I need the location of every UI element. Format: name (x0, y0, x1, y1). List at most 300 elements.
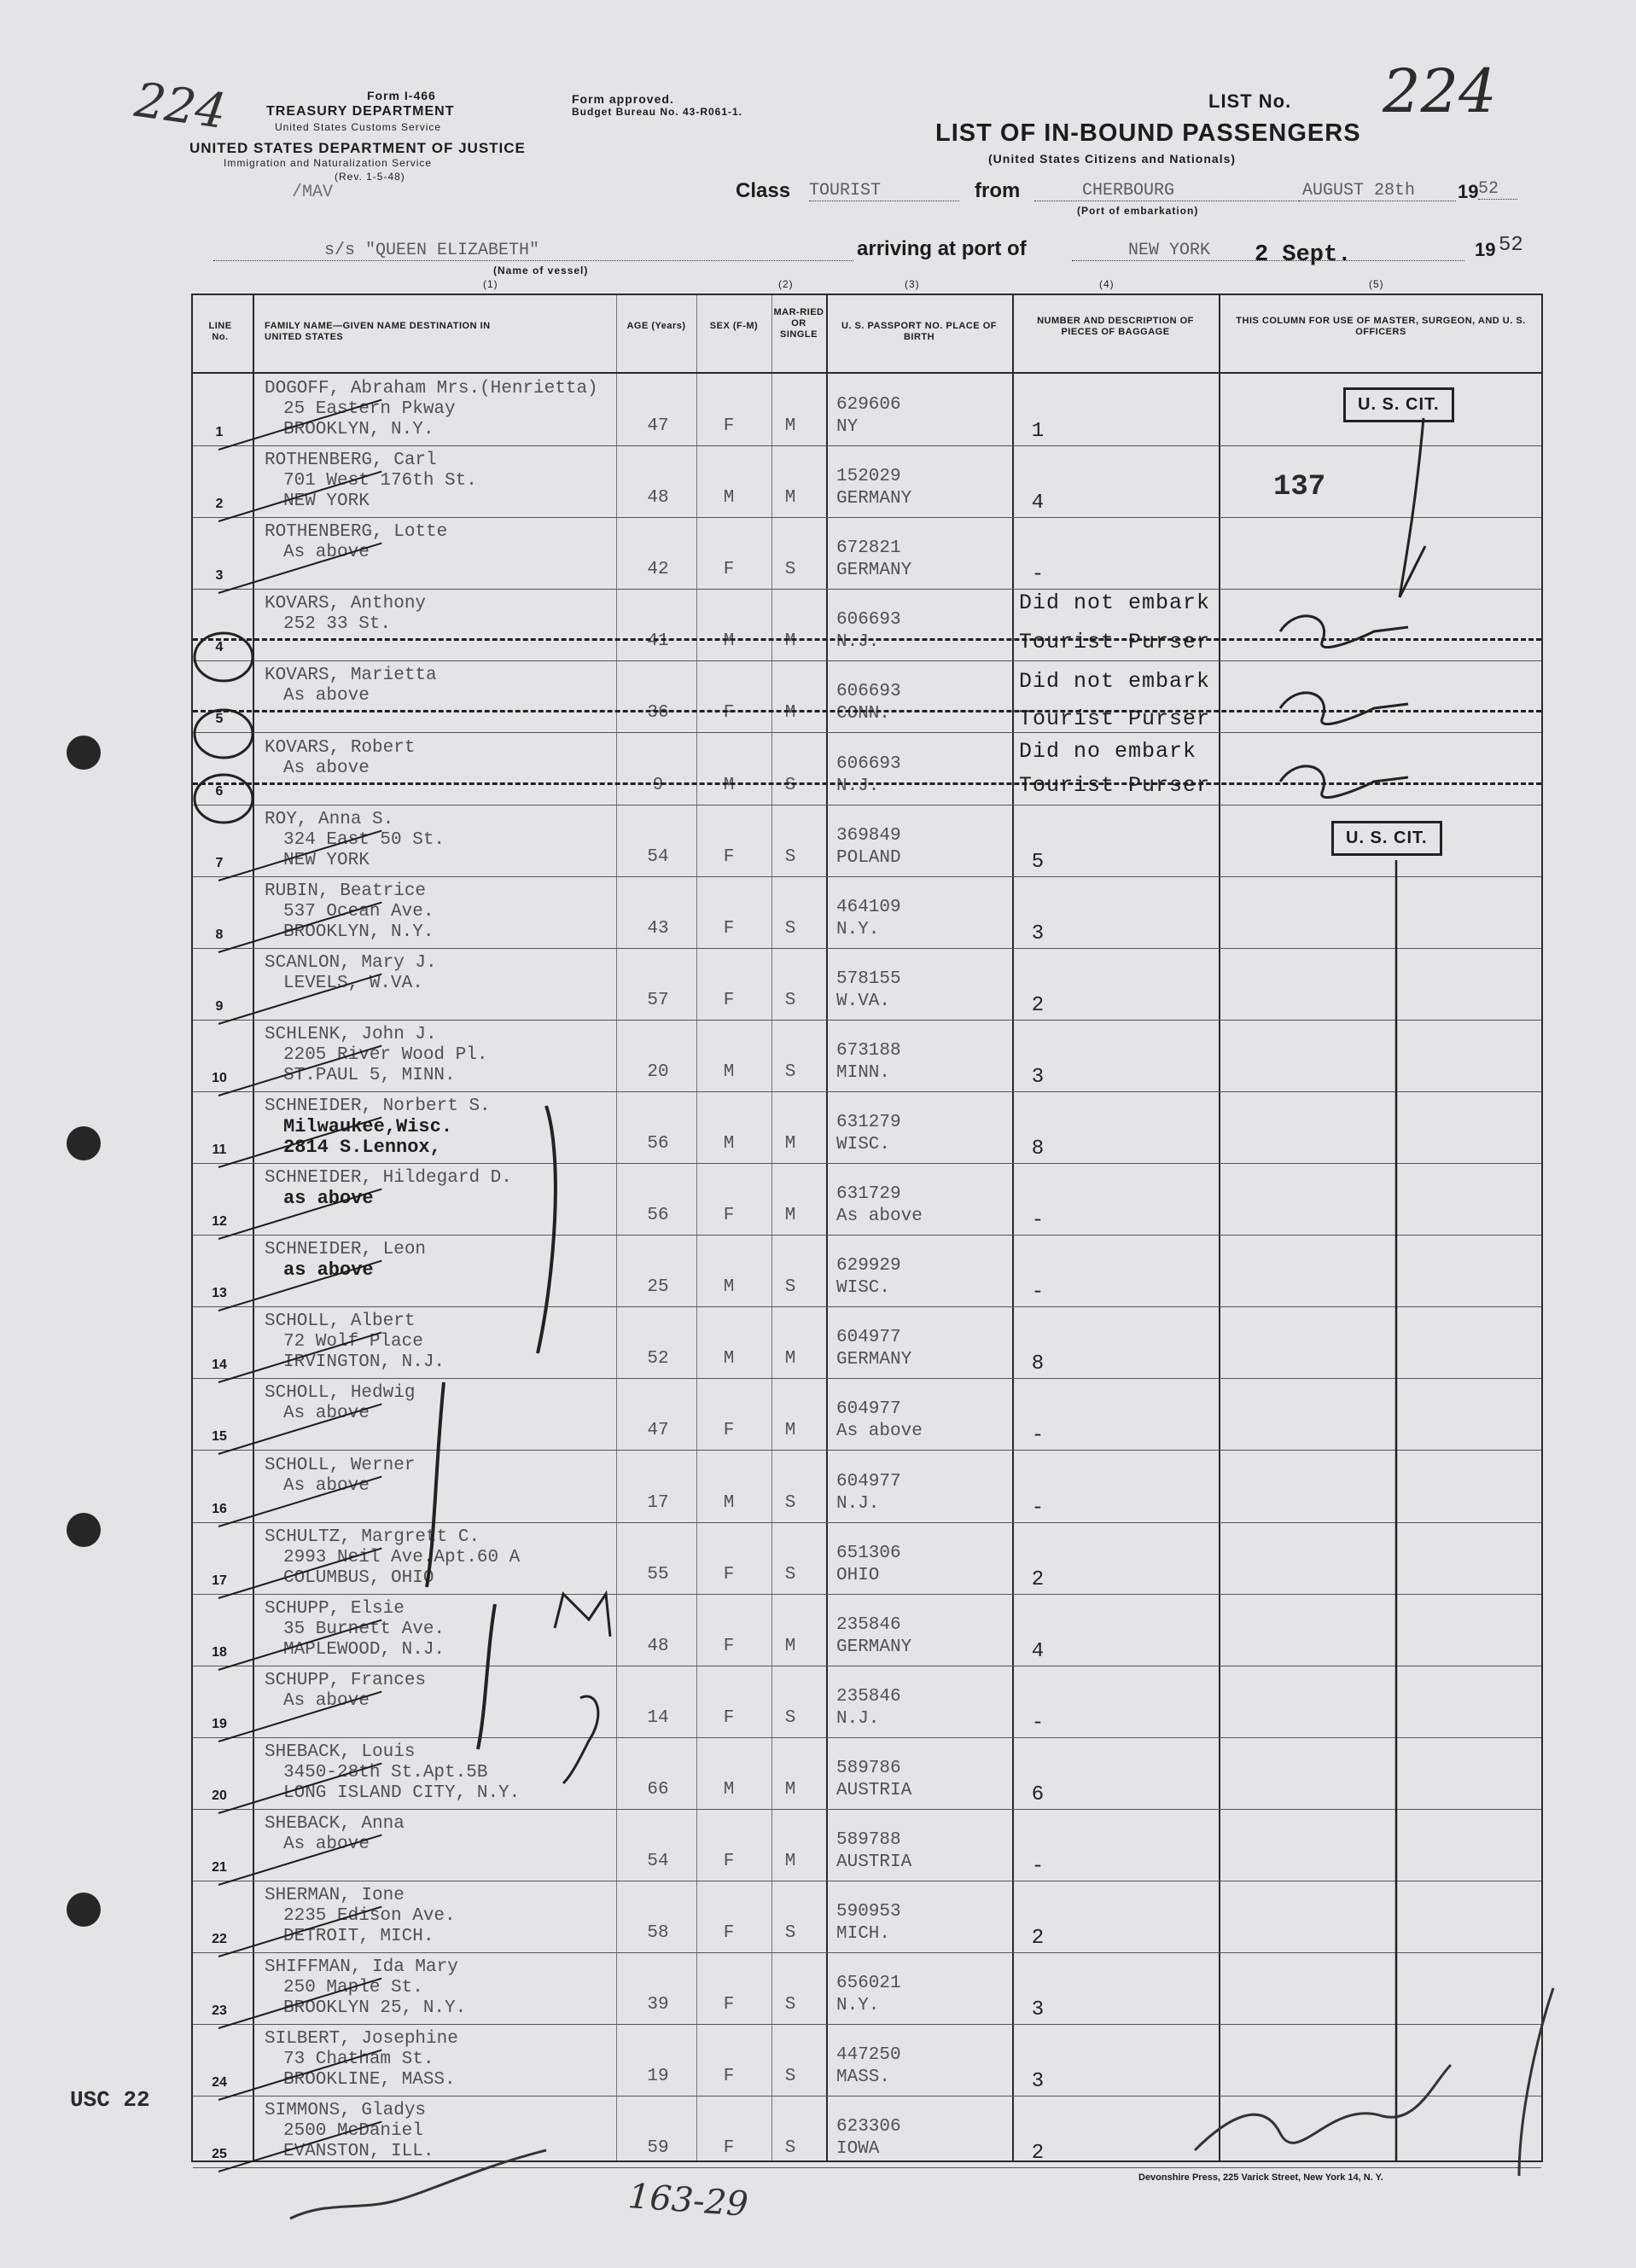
line-number: 1 (215, 425, 224, 439)
passport-number: 447250 (836, 2045, 901, 2066)
baggage-count: 6 (1031, 1782, 1045, 1806)
header-passport: U. S. PASSPORT NO. PLACE OF BIRTH (841, 321, 997, 342)
passport-and-birthplace (836, 968, 901, 1013)
family-given-name: SCHOLL, Albert (265, 1311, 416, 1332)
from-label: from (975, 179, 1021, 202)
table-row (193, 1451, 1541, 1522)
family-given-name: SHEBACK, Anna (265, 1814, 405, 1834)
sex: F (723, 1923, 735, 1944)
line-number: 19 (212, 1716, 227, 1731)
passport-number: 604977 (836, 1471, 901, 1492)
passenger-name (265, 738, 415, 779)
passport-and-birthplace (836, 1829, 911, 1874)
passport-and-birthplace (836, 394, 901, 439)
age: 43 (647, 918, 669, 939)
family-given-name: SCHUPP, Elsie (265, 1598, 405, 1619)
address-line: As above (283, 1404, 370, 1424)
passport-number: 672821 (836, 538, 901, 559)
place-of-birth: OHIO (836, 1565, 880, 1585)
passport-and-birthplace (836, 753, 901, 798)
address-line: 2500 McDaniel (283, 2121, 423, 2142)
marital-status: S (784, 560, 796, 580)
passport-number: 589788 (836, 1830, 901, 1850)
form-approved: Form approved. (572, 92, 674, 106)
marital-status: M (784, 1134, 796, 1154)
line-number: 16 (212, 1501, 227, 1516)
form-number: Form I-466 (367, 89, 436, 102)
age: 48 (647, 488, 669, 509)
table-row (193, 589, 1541, 660)
table-row (193, 1306, 1541, 1378)
sex: F (723, 416, 735, 436)
address-line: 252 33 St. (283, 614, 392, 635)
passport-number: 235846 (836, 1614, 901, 1635)
printer-imprint: Devonshire Press, 225 Varick Street, New York 14, N. Y. (1138, 2172, 1383, 2183)
passport-and-birthplace (836, 466, 911, 510)
treasury-department: TREASURY DEPARTMENT (266, 104, 455, 119)
baggage-count: - (1031, 1281, 1045, 1305)
place-of-birth: NY (836, 417, 859, 437)
marital-status: S (784, 1564, 796, 1585)
passport-number: 629606 (836, 395, 901, 415)
place-of-birth: MASS. (836, 2067, 891, 2088)
marital-status: S (784, 2067, 796, 2087)
baggage-count: 8 (1031, 1352, 1045, 1376)
passport-and-birthplace (836, 609, 901, 654)
line-number: 4 (215, 640, 224, 655)
baggage-count: 4 (1031, 491, 1045, 515)
bottom-handwriting: 163-29 (626, 2177, 750, 2224)
passport-number: 590953 (836, 1902, 901, 1922)
strikethrough (193, 782, 1541, 785)
port-embarkation-note: (Port of embarkation) (1077, 205, 1199, 217)
ins-service: Immigration and Naturalization Service (224, 157, 433, 169)
punch-hole (67, 1513, 101, 1547)
sex: M (723, 1061, 735, 1082)
line-number: 17 (212, 1573, 227, 1588)
strikethrough (193, 638, 1541, 641)
sex: M (723, 1277, 735, 1298)
note-2: Did not embark (1019, 669, 1211, 694)
place-of-birth: N.J. (836, 1493, 880, 1514)
header-line-no: LINE No. (208, 321, 232, 342)
address-line: As above (283, 1690, 370, 1711)
baggage-count: 5 (1031, 850, 1045, 874)
age: 36 (647, 703, 669, 724)
family-given-name: SCHNEIDER, Leon (265, 1240, 427, 1260)
sex: F (723, 846, 735, 867)
city-line: LONG ISLAND CITY, N.Y. (283, 1782, 521, 1803)
city-line: EVANSTON, ILL. (283, 2142, 434, 2162)
passport-and-birthplace (836, 681, 901, 725)
age: 58 (647, 1923, 669, 1944)
age: 59 (647, 2138, 669, 2159)
marital-status: M (784, 1421, 796, 1441)
place-of-birth: N.J. (836, 776, 880, 796)
marital-status: M (784, 1779, 796, 1800)
header-name: FAMILY NAME—GIVEN NAME DESTINATION IN UNITED STATES (265, 321, 491, 342)
passport-number: 604977 (836, 1399, 901, 1420)
corner-handwritten-number: 224 (131, 72, 230, 141)
age: 17 (647, 1492, 669, 1513)
place-of-birth: N.Y. (836, 919, 880, 939)
passenger-name (265, 1025, 487, 1086)
address-line: 3450-28th St.Apt.5B (283, 1762, 488, 1782)
address-line: 2993 Neil Ave.Apt.60 A (283, 1547, 521, 1567)
table-row (193, 1163, 1541, 1235)
passport-and-birthplace (836, 1183, 923, 1228)
sex: F (723, 2138, 735, 2159)
marital-status: S (784, 990, 796, 1010)
line-number: 3 (215, 568, 224, 584)
class-value: TOURIST (809, 181, 959, 201)
family-given-name: SHERMAN, Ione (265, 1886, 405, 1906)
sex: F (723, 1564, 735, 1585)
line-number: 10 (212, 1070, 227, 1085)
city-line: BROOKLYN 25, N.Y. (283, 1998, 467, 2019)
line-number: 8 (215, 927, 224, 942)
place-of-birth: W.VA. (836, 991, 891, 1011)
marital-status: S (784, 1277, 796, 1298)
sex: F (723, 1852, 735, 1871)
header-sex: SEX (F-M) (709, 321, 759, 331)
age: 25 (647, 1277, 669, 1298)
passport-number: 152029 (836, 467, 901, 487)
passport-number: 651306 (836, 1543, 901, 1563)
family-given-name: SCANLON, Mary J. (265, 952, 437, 973)
place-of-birth: As above (836, 1207, 923, 1227)
table-row (193, 2024, 1541, 2096)
passenger-name (265, 1240, 426, 1281)
passport-number: 606693 (836, 682, 901, 702)
age: 57 (647, 990, 669, 1010)
sex: F (723, 918, 735, 939)
passport-and-birthplace (836, 1471, 901, 1515)
line-number: 14 (212, 1358, 227, 1373)
year-value: 52 (1478, 179, 1517, 200)
sex: M (723, 631, 735, 652)
sex: F (723, 1707, 735, 1728)
table-row (193, 876, 1541, 948)
address-line: Milwaukee,Wisc. (283, 1116, 453, 1137)
note-3b: Tourist Purser (1019, 773, 1211, 798)
passport-and-birthplace (836, 1255, 901, 1300)
city-line: 2814 S.Lennox, (283, 1137, 441, 1158)
passport-number: 623306 (836, 2117, 901, 2137)
place-of-birth: POLAND (836, 847, 901, 868)
sex: M (723, 1349, 735, 1370)
note-3: Did no embark (1019, 739, 1197, 764)
passport-and-birthplace (836, 1901, 901, 1945)
baggage-count: 2 (1031, 1567, 1045, 1591)
passport-number: 629929 (836, 1256, 901, 1276)
city-line: BROOKLYN, N.Y. (283, 922, 434, 942)
passenger-name (265, 522, 447, 563)
arrival-port: NEW YORK (1072, 241, 1464, 261)
passport-and-birthplace (836, 1327, 911, 1371)
table-row (193, 1737, 1541, 1809)
marital-status: S (784, 1995, 796, 2015)
line-number: 18 (212, 1644, 227, 1660)
passport-and-birthplace (836, 2116, 901, 2160)
passport-and-birthplace (836, 1973, 901, 2017)
age: 48 (647, 1636, 669, 1656)
sex: M (723, 1492, 735, 1513)
passenger-name (265, 2029, 458, 2091)
header-baggage: NUMBER AND DESCRIPTION OF PIECES OF BAGGAGE (1037, 316, 1194, 337)
strikethrough (193, 710, 1541, 712)
passport-number: 369849 (836, 825, 901, 846)
passenger-name (265, 1742, 520, 1804)
passport-number: 606693 (836, 610, 901, 631)
line-number: 25 (212, 2147, 227, 2162)
passenger-name (265, 666, 437, 707)
sex: F (723, 703, 735, 724)
year-prefix: 19 (1458, 181, 1479, 202)
place-of-birth: N.Y. (836, 1996, 880, 2016)
family-given-name: ROTHENBERG, Lotte (265, 522, 448, 543)
address-line: 2235 Edison Ave. (283, 1906, 456, 1927)
passport-and-birthplace (836, 897, 901, 941)
family-given-name: SCHULTZ, Margrett C. (265, 1527, 480, 1547)
line-number: 20 (212, 1788, 227, 1803)
line-number: 13 (212, 1286, 227, 1301)
family-given-name: ROTHENBERG, Carl (265, 451, 437, 471)
table-row (193, 1235, 1541, 1306)
table-row (193, 1809, 1541, 1881)
address-line: 35 Burnett Ave. (283, 1619, 445, 1639)
family-given-name: SHEBACK, Louis (265, 1742, 416, 1762)
place-of-birth: AUSTRIA (836, 1852, 912, 1872)
city-line: as above (283, 1259, 374, 1282)
initials: /MAV (292, 183, 334, 202)
city-line: as above (283, 1188, 374, 1210)
marital-status: S (784, 1492, 796, 1513)
place-of-birth: IOWA (836, 2139, 880, 2160)
passenger-name (265, 379, 598, 440)
family-given-name: KOVARS, Robert (265, 737, 416, 758)
passport-number: 464109 (836, 897, 901, 917)
passenger-name (265, 451, 477, 512)
address-line: 701 West 176th St. (283, 471, 477, 491)
place-of-birth: N.J. (836, 1708, 880, 1729)
age: 52 (647, 1349, 669, 1370)
header-officers: THIS COLUMN FOR USE OF MASTER, SURGEON, AND U. S. OFFICERS (1236, 316, 1526, 337)
baggage-count: 3 (1031, 1065, 1045, 1089)
passport-and-birthplace (836, 1543, 901, 1587)
passport-number: 604977 (836, 1328, 901, 1348)
marital-status: S (784, 775, 796, 795)
marital-status: M (784, 416, 796, 436)
arriving-label: arriving at port of (857, 237, 1027, 260)
passport-and-birthplace (836, 1686, 901, 1730)
family-given-name: SHIFFMAN, Ida Mary (265, 1957, 458, 1978)
age: 20 (647, 1061, 669, 1082)
address-line: 2205 River Wood Pl. (283, 1044, 488, 1065)
line-number: 9 (215, 998, 224, 1014)
place-of-birth: As above (836, 1422, 923, 1442)
line-number: 23 (212, 2003, 227, 2019)
place-of-birth: GERMANY (836, 561, 912, 581)
table-row (193, 660, 1541, 732)
place-of-birth: GERMANY (836, 1350, 912, 1370)
table-row (193, 733, 1541, 805)
vessel-name: s/s "QUEEN ELIZABETH" (213, 241, 853, 261)
family-given-name: KOVARS, Marietta (265, 666, 437, 686)
passenger-name (265, 1957, 466, 2019)
class-label: Class (736, 179, 791, 202)
marital-status: S (784, 918, 796, 939)
passport-and-birthplace (836, 1112, 901, 1156)
city-line: DETROIT, MICH. (283, 1927, 434, 1947)
place-of-birth: GERMANY (836, 489, 912, 509)
table-row (193, 1522, 1541, 1594)
baggage-count: 3 (1031, 1998, 1045, 2022)
col-num-5: (5) (1369, 278, 1384, 290)
sex: F (723, 1995, 735, 2015)
punch-hole (67, 1893, 101, 1927)
note-1: Did not embark (1019, 590, 1211, 615)
baggage-count: 8 (1031, 1137, 1045, 1160)
passport-and-birthplace (836, 825, 901, 869)
family-given-name: ROY, Anna S. (265, 809, 394, 829)
address-line: 250 Maple St. (283, 1978, 423, 1998)
family-given-name: DOGOFF, Abraham Mrs.(Henrietta) (265, 379, 598, 398)
table-row (193, 1881, 1541, 1952)
age: 56 (647, 1134, 669, 1154)
sex: F (723, 990, 735, 1010)
marital-status: M (784, 488, 796, 509)
address-line: As above (283, 543, 370, 563)
age: 66 (647, 1779, 669, 1800)
line-number: 21 (212, 1860, 227, 1875)
address-line: As above (283, 758, 370, 778)
baggage-count: - (1031, 563, 1045, 587)
age: 19 (647, 2067, 669, 2087)
passport-and-birthplace (836, 2044, 901, 2089)
family-given-name: KOVARS, Anthony (265, 594, 427, 614)
age: 39 (647, 1995, 669, 2015)
baggage-count: 3 (1031, 2070, 1045, 2094)
us-citizen-stamp: U. S. CIT. (1343, 387, 1454, 422)
line-number: 24 (212, 2075, 227, 2091)
table-row (193, 1952, 1541, 2024)
table-row (193, 2096, 1541, 2167)
address-line: 537 Ocean Ave. (283, 901, 434, 922)
passport-number: 656021 (836, 1974, 901, 1994)
address-line: As above (283, 686, 370, 707)
sex: F (723, 1206, 735, 1226)
place-of-birth: WISC. (836, 1135, 891, 1154)
table-row (193, 1666, 1541, 1737)
revision: (Rev. 1-5-48) (335, 171, 405, 183)
sex: M (723, 488, 735, 509)
passport-number: 589786 (836, 1758, 901, 1778)
age: 14 (647, 1707, 669, 1728)
place-of-birth: GERMANY (836, 1637, 912, 1657)
col-num-4: (4) (1099, 278, 1115, 290)
table-row (193, 1020, 1541, 1091)
table-row (193, 1594, 1541, 1666)
place-of-birth: CONN. (836, 704, 891, 724)
family-given-name: SCHNEIDER, Norbert S. (265, 1096, 491, 1116)
city-line: COLUMBUS, OHIO (283, 1567, 434, 1588)
sex: F (723, 1636, 735, 1656)
sex: F (723, 2067, 735, 2087)
table-row (193, 445, 1541, 517)
age: 55 (647, 1564, 669, 1585)
table-row (193, 374, 1541, 445)
sex: F (723, 1421, 735, 1441)
baggage-count: - (1031, 1711, 1045, 1735)
city-line: NEW YORK (283, 850, 370, 870)
passenger-name (265, 953, 437, 994)
age: 56 (647, 1206, 669, 1226)
age: 42 (647, 560, 669, 580)
col-num-1: (1) (483, 278, 498, 290)
punch-hole (67, 736, 101, 770)
margin-code: USC 22 (70, 2087, 150, 2113)
baggage-count: - (1031, 1209, 1045, 1233)
family-given-name: SCHOLL, Hedwig (265, 1383, 416, 1404)
family-given-name: SIMMONS, Gladys (265, 2101, 427, 2121)
sex: F (723, 560, 735, 580)
family-given-name: SILBERT, Josephine (265, 2029, 458, 2050)
marital-status: M (784, 1852, 796, 1871)
family-given-name: SCHLENK, John J. (265, 1024, 437, 1044)
city-line: IRVINGTON, N.J. (283, 1352, 445, 1373)
passport-and-birthplace (836, 1040, 901, 1085)
address-line: 72 Wolf Place (283, 1332, 423, 1352)
sex: M (723, 1779, 735, 1800)
age: 54 (647, 846, 669, 867)
punch-hole (67, 1126, 101, 1160)
family-given-name: SCHNEIDER, Hildegard D. (265, 1168, 512, 1189)
marital-status: S (784, 2138, 796, 2159)
age: 9 (652, 775, 664, 795)
family-given-name: SCHUPP, Frances (265, 1670, 427, 1690)
passenger-table (191, 294, 1543, 2166)
family-given-name: SCHOLL, Werner (265, 1455, 416, 1475)
city-line: MAPLEWOOD, N.J. (283, 1639, 445, 1660)
place-of-birth: AUSTRIA (836, 1780, 912, 1800)
address-line: As above (283, 1475, 370, 1496)
line-number: 11 (212, 1143, 227, 1157)
marital-status: M (784, 1349, 796, 1370)
table-row (193, 1378, 1541, 1450)
line-number: 6 (215, 783, 224, 799)
baggage-count: 2 (1031, 1927, 1045, 1951)
col-num-3: (3) (905, 278, 920, 290)
passport-number: 673188 (836, 1040, 901, 1061)
header-age: AGE (Years) (626, 321, 686, 331)
baggage-count: 1 (1031, 420, 1045, 443)
department-of-justice: UNITED STATES DEPARTMENT OF JUSTICE (189, 140, 526, 156)
table-row (193, 1091, 1541, 1163)
passport-and-birthplace (836, 1758, 911, 1802)
address-line: 25 Eastern Pkway (283, 399, 456, 419)
passenger-name (265, 1671, 426, 1712)
arrival-date: 2 Sept. (1255, 242, 1352, 268)
baggage-count: 3 (1031, 922, 1045, 945)
col-num-2: (2) (778, 278, 794, 290)
list-no-value: 224 (1383, 56, 1497, 126)
baggage-count: - (1031, 1496, 1045, 1520)
line-number: 7 (215, 855, 224, 870)
marital-status: S (784, 1707, 796, 1728)
age: 47 (647, 416, 669, 436)
passport-and-birthplace (836, 1614, 911, 1659)
